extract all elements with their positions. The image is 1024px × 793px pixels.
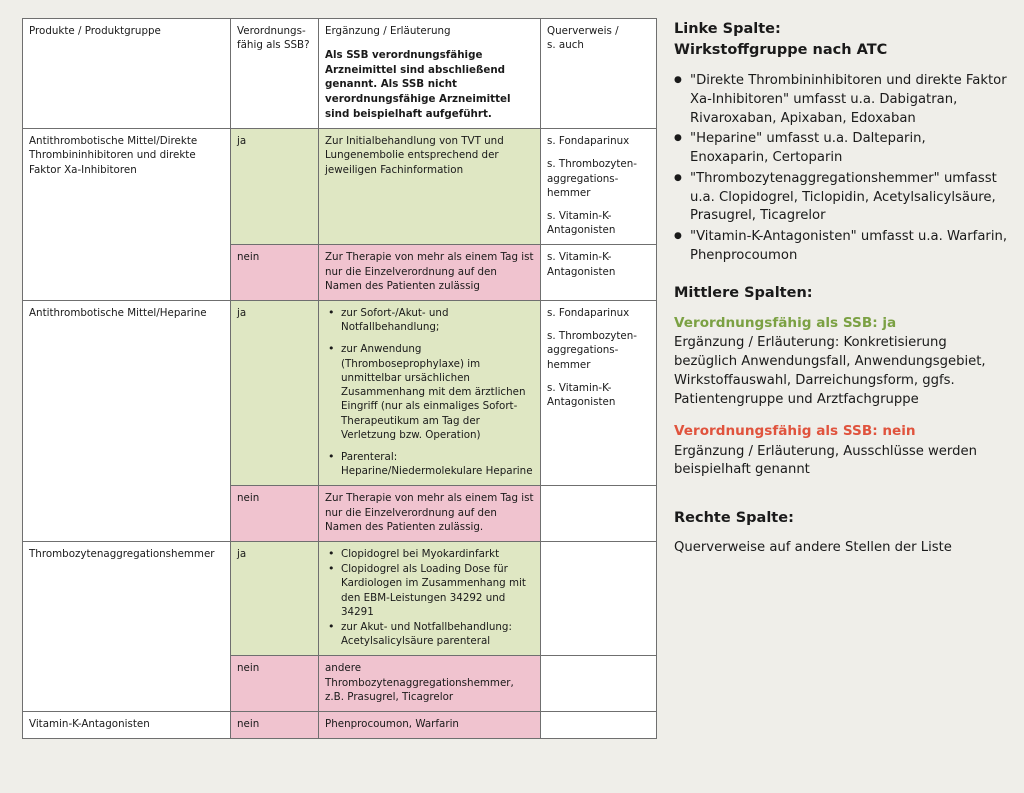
legend-yes-heading: Verordnungsfähig als SSB: ja: [674, 315, 897, 332]
header-label-ssb-line2: fähig als SSB?: [237, 39, 310, 52]
legend-middle-title: Mittlere Spalten:: [674, 285, 813, 302]
xref-item: s. Thrombozyten- aggregations- hemmer: [547, 158, 638, 199]
product-label: Vitamin-K-Antagonisten: [29, 717, 150, 730]
legend-bullet-item: ● "Direkte Thrombininhibitoren und direkte Faktor Xa-Inhibitoren" umfasst u.a. Dabigatran, Rivaroxaban, Apixaban, Edoxaban: [674, 72, 1008, 128]
table-row: [23, 129, 657, 245]
ssb-value: ja: [237, 307, 247, 320]
legend-left-title-line1: Linke Spalte:: [674, 21, 781, 37]
cell-product-name: [23, 129, 231, 301]
cell-product-name: [23, 541, 231, 711]
header-label-xref-line2: s. auch: [547, 39, 584, 52]
legend-right-column-section: [674, 508, 1008, 557]
explanation-text: andere Thrombozytenaggregationshemmer, z.B. Prasugrel, Ticagrelor: [325, 662, 514, 703]
legend-right-text: Querverweise auf andere Stellen der Liste: [674, 539, 952, 555]
ssb-value: nein: [237, 662, 260, 675]
header-label-product: Produkte / Produktgruppe: [29, 25, 161, 37]
xref-item: s. Fondaparinux: [547, 135, 630, 148]
legend-no-text: Ergänzung / Erläuterung, Ausschlüsse werden beispielhaft genannt: [674, 443, 977, 478]
cell-ssb-no: [231, 711, 319, 738]
header-cell-ssb: [231, 19, 319, 129]
cell-explanation-no: [319, 656, 541, 712]
legend-middle-columns-section: [674, 283, 1008, 480]
xref-item: s. Vitamin-K- Antagonisten: [547, 210, 616, 237]
product-label: Antithrombotische Mittel/Direkte Thrombininhibitoren und direkte Faktor Xa-Inhibitoren: [29, 135, 198, 176]
cell-xref-no: [541, 711, 657, 738]
xref-item: s. Fondaparinux: [547, 307, 630, 320]
table-row: [23, 541, 657, 655]
legend-bullet-item: ● "Vitamin-K-Antagonisten" umfasst u.a. Warfarin, Phenprocoumon: [674, 228, 1008, 265]
legend-bullet-item: ● "Thrombozytenaggregationshemmer" umfasst u.a. Clopidogrel, Ticlopidin, Acetylsalicylsäure, Prasugrel, Ticagrelor: [674, 170, 1008, 226]
bullet-item: • zur Anwendung (Thromboseprophylaxe) im unmittelbar ursächlichen Zusammenhang mit dem ärztlichen Eingriff (nur als einmaliges Sofort-Therapeutikum am Tag der Verletzung bzw. Operation): [339, 342, 534, 441]
cell-xref-no: [541, 486, 657, 542]
legend-spacer: [674, 409, 1008, 422]
legend-left-title-line2: Wirkstoffgruppe nach ATC: [674, 41, 888, 58]
legend-right-title: Rechte Spalte:: [674, 510, 794, 527]
cell-explanation-yes: [319, 301, 541, 486]
legend-bullet-item: ● "Heparine" umfasst u.a. Dalteparin, Enoxaparin, Certoparin: [674, 130, 1008, 167]
cell-xref-yes: [541, 129, 657, 245]
ssb-value: nein: [237, 492, 260, 505]
ssb-table-container: [22, 18, 656, 779]
legend-left-bullets: [674, 72, 1008, 265]
xref-item: s. Vitamin-K- Antagonisten: [547, 381, 616, 409]
ssb-value: nein: [237, 717, 260, 730]
cell-ssb-yes: [231, 129, 319, 245]
header-label-xref-line1: Querverweis /: [547, 25, 619, 37]
header-label-ssb-line1: Verordnungs-: [237, 25, 306, 37]
explanation-text: Zur Initialbehandlung von TVT und Lungenembolie entsprechend der jeweiligen Fachinformation: [325, 135, 504, 176]
product-label: Antithrombotische Mittel/Heparine: [29, 307, 207, 320]
cell-explanation-yes: [319, 541, 541, 655]
explanation-bullet-list: [325, 306, 534, 478]
cell-explanation-no: [319, 245, 541, 301]
xref-item: s. Vitamin-K- Antagonisten: [547, 251, 616, 278]
header-cell-xref: [541, 19, 657, 129]
explanation-bullet-list: [325, 547, 534, 648]
ssb-value: nein: [237, 251, 260, 264]
explanation-text: Zur Therapie von mehr als einem Tag ist nur die Einzelverordnung auf den Namen des Patienten zulässig.: [325, 492, 534, 533]
explanation-text: Zur Therapie von mehr als einem Tag ist nur die Einzelverordnung auf den Namen des Patienten zulässig: [325, 251, 534, 292]
ssb-value: ja: [237, 135, 247, 148]
legend-yes-text: Ergänzung / Erläuterung: Konkretisierung bezüglich Anwendungsfall, Anwendungsgebiet, Wirkstoffauswahl, Darreichungsform, ggfs. Patientengruppe und Arztfachgruppe: [674, 335, 986, 407]
cell-ssb-yes: [231, 541, 319, 655]
product-label: Thrombozytenaggregationshemmer: [29, 547, 215, 560]
cell-product-name: [23, 301, 231, 542]
cell-explanation-yes: [319, 129, 541, 245]
cell-xref-no: [541, 656, 657, 712]
cell-explanation-no: [319, 486, 541, 542]
explanation-text: Phenprocoumon, Warfarin: [325, 717, 459, 730]
cell-explanation-no: [319, 711, 541, 738]
table-row: [23, 301, 657, 486]
header-cell-note: [319, 19, 541, 129]
bullet-item: • zur Akut- und Notfallbehandlung: Acetylsalicylsäure parenteral: [339, 620, 534, 648]
cell-xref-no: [541, 245, 657, 301]
table-header-row: [23, 19, 657, 129]
bullet-item: • Clopidogrel als Loading Dose für Kardiologen im Zusammenhang mit den EBM-Leistungen 34292 und 34291: [339, 562, 534, 619]
bullet-item: • Clopidogrel bei Myokardinfarkt: [339, 547, 534, 561]
bullet-item: • Parenteral: Heparine/Niedermolekulare Heparine: [339, 450, 534, 478]
cell-xref-yes: [541, 541, 657, 655]
table-row: [23, 711, 657, 738]
cell-ssb-no: [231, 486, 319, 542]
legend-left-column-section: [674, 20, 1008, 265]
legend-no-heading: Verordnungsfähig als SSB: nein: [674, 423, 916, 440]
bullet-item: • zur Sofort-/Akut- und Notfallbehandlung;: [339, 306, 534, 334]
cell-ssb-yes: [231, 301, 319, 486]
cell-product-name: [23, 711, 231, 738]
header-label-explanation: Ergänzung / Erläuterung: [325, 25, 451, 37]
cell-ssb-no: [231, 656, 319, 712]
header-cell-product: [23, 19, 231, 129]
xref-item: s. Thrombozyten- aggregations- hemmer: [547, 330, 638, 371]
ssb-value: ja: [237, 547, 247, 560]
ssb-table: [22, 18, 657, 739]
header-note-text: Als SSB verordnungsfähige Arzneimittel sind abschließend genannt. Als SSB nicht verordnungsfähige Arzneimittel sind beispielhaft aufgeführt.: [325, 49, 511, 120]
cell-xref-yes: [541, 301, 657, 486]
legend-panel: [674, 18, 1008, 779]
cell-ssb-no: [231, 245, 319, 301]
